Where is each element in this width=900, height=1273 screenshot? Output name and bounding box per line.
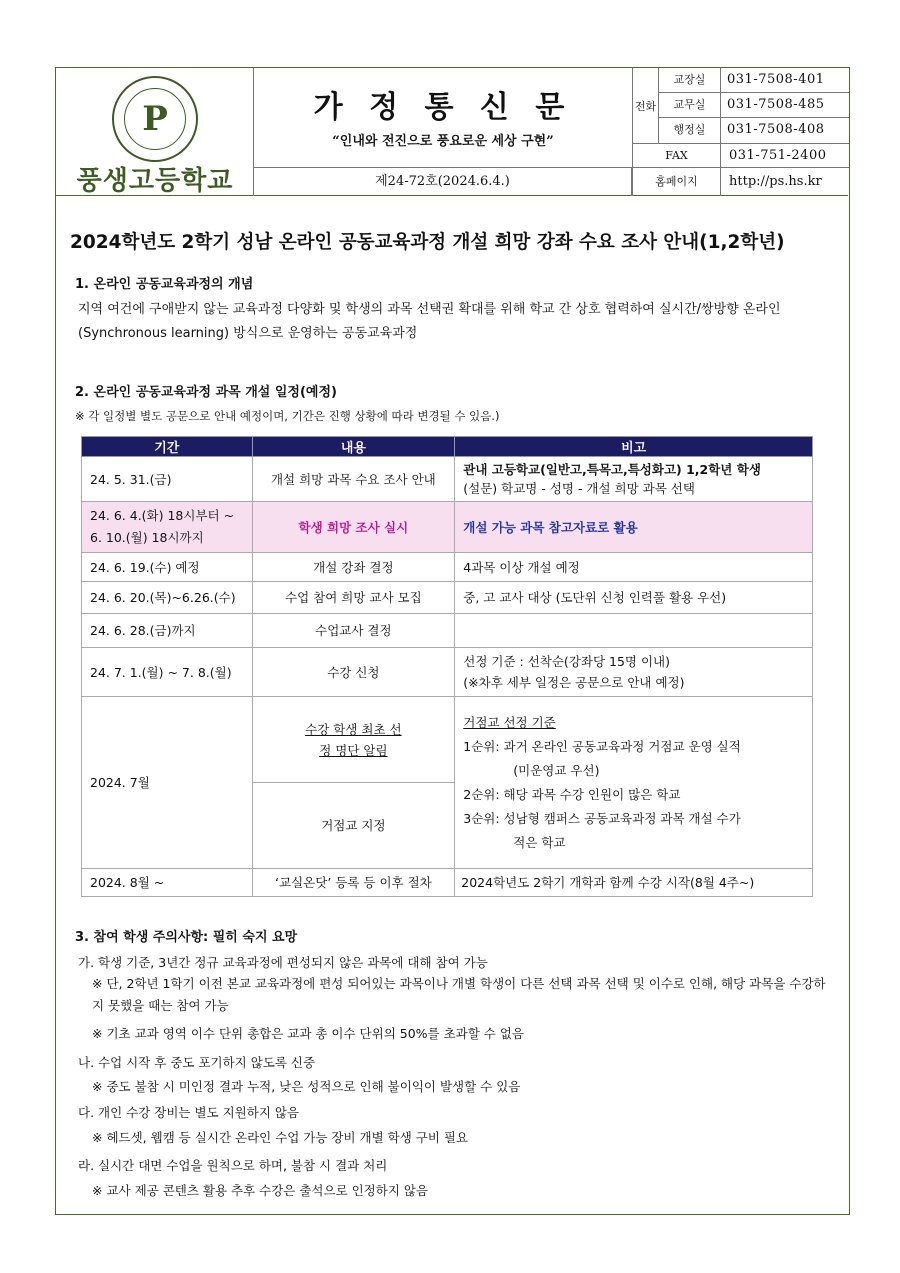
table-header-row: 기간 내용 비고 <box>82 437 813 457</box>
contact-table <box>632 68 848 196</box>
section2-heading: 2. 온라인 공동교육과정 과목 개설 일정(예정) <box>75 385 337 400</box>
section2-note: ※ 각 일정별 별도 공문으로 안내 예정이며, 기간은 진행 상황에 따라 변경될 수 있음.) <box>75 409 500 423</box>
notice-da: 다. 개인 수강 장비는 별도 지원하지 않음 <box>78 1105 300 1120</box>
notice-ga: 가. 학생 기준, 3년간 정규 교육과정에 편성되지 않은 과목에 대해 참여 가능 <box>78 955 488 970</box>
notice-na: 나. 수업 시작 후 중도 포기하지 않도록 신중 <box>78 1055 316 1070</box>
school-motto: “인내와 전진으로 풍요로운 세상 구현” <box>332 134 554 149</box>
table-row: 24. 6. 20.(목)~6.26.(수) 수업 참여 희망 교사 모집 중, 고 교사 대상 (도단위 신청 인력풀 활용 우선) <box>82 582 813 614</box>
header <box>56 68 848 196</box>
school-seal-icon: P <box>112 76 198 162</box>
notice-na-note: ※ 중도 불참 시 미인정 결과 누적, 낮은 성적으로 인해 불이익이 발생할 수 있음 <box>92 1079 521 1094</box>
schedule-table <box>81 436 813 897</box>
table-row-highlight: 24. 6. 4.(화) 18시부터 ~ 6. 10.(월) 18시까지 학생 희망 조사 실시 개설 가능 과목 참고자료로 활용 <box>82 502 813 553</box>
contact-row: 교무실 031-7508-485 <box>659 93 849 118</box>
contact-row: 행정실 031-7508-408 <box>659 118 849 144</box>
table-row: 2024. 8월 ~ ‘교실온닷’ 등록 등 이후 절차 2024학년도 2학기 개학과 함께 수강 시작(8월 4주~) <box>82 869 813 897</box>
table-row: 거점교 지정 <box>82 783 813 869</box>
logo-cell <box>56 68 254 196</box>
section3-heading: 3. 참여 학생 주의사항: 필히 숙지 요망 <box>75 930 298 945</box>
notice-ga-note1: ※ 단, 2학년 1학기 이전 본교 교육과정에 편성 되어있는 과목이나 개별 학생이 다른 선택 과목 선택 및 이수로 인해, 해당 과목을 수강하지 못했을 때는 참여 가능 <box>92 976 826 1013</box>
table-row: 24. 6. 19.(수) 예정 개설 강좌 결정 4과목 이상 개설 예정 <box>82 553 813 582</box>
notice-ra-note: ※ 교사 제공 콘텐츠 활용 추후 수강은 출석으로 인정하지 않음 <box>92 1183 429 1198</box>
notice-ga-note2: ※ 기초 교과 영역 이수 단위 총합은 교과 총 이수 단위의 50%를 초과할 수 없음 <box>92 1026 524 1041</box>
contact-row: 교장실 031-7508-401 <box>659 68 849 93</box>
homepage-row: 홈페이지 http://ps.hs.kr <box>633 168 849 196</box>
section1-body: 지역 여건에 구애받지 않는 교육과정 다양화 및 학생의 과목 선택권 확대를 위해 학교 간 상호 협력하여 실시간/쌍방향 온라인(Synchronous learning) 방식으로 운영하는 공동교육과정 <box>78 302 781 341</box>
school-name: 풍생고등학교 <box>76 166 234 196</box>
phone-label: 전화 <box>633 68 659 144</box>
page-title: 가 정 통 신 문 <box>313 90 573 125</box>
fax-row: FAX 031-751-2400 <box>633 144 849 168</box>
title-cell <box>254 68 632 168</box>
table-row: 2024. 7월 수강 학생 최초 선정 명단 알림 거점교 선정 기준 1순위: 과거 온라인 공동교육과정 거점교 운영 실적 (미운영교 우선) 2순위: 해당 과목 수강 인원이 많은 학교 3순위: 성남형 캠퍼스 공동교육과정 과목 개설 수가 적은 학교 <box>82 697 813 783</box>
homepage-link[interactable]: http://ps.hs.kr <box>729 174 822 189</box>
issue-number: 제24-72호(2024.6.4.) <box>254 168 632 196</box>
newsletter-frame <box>55 67 850 1215</box>
table-row: 24. 7. 1.(월) ~ 7. 8.(월) 수강 신청 선정 기준 : 선착순(강좌당 15명 이내) (※차후 세부 일정은 공문으로 안내 예정) <box>82 648 813 697</box>
table-row: 24. 6. 28.(금)까지 수업교사 결정 <box>82 614 813 648</box>
section1-heading: 1. 온라인 공동교육과정의 개념 <box>75 277 254 292</box>
document-title: 2024학년도 2학기 성남 온라인 공동교육과정 개설 희망 강좌 수요 조사 안내(1,2학년) <box>70 232 785 253</box>
notice-da-note: ※ 헤드셋, 웹캠 등 실시간 온라인 수업 가능 장비 개별 학생 구비 필요 <box>92 1130 469 1145</box>
notice-ra: 라. 실시간 대면 수업을 원칙으로 하며, 불참 시 결과 처리 <box>78 1158 388 1173</box>
table-row: 24. 5. 31.(금) 개설 희망 과목 수요 조사 안내 관내 고등학교(일반고,특목고,특성화고) 1,2학년 학생 (설문) 학교명 - 성명 - 개설 희망 과목 선택 <box>82 457 813 502</box>
